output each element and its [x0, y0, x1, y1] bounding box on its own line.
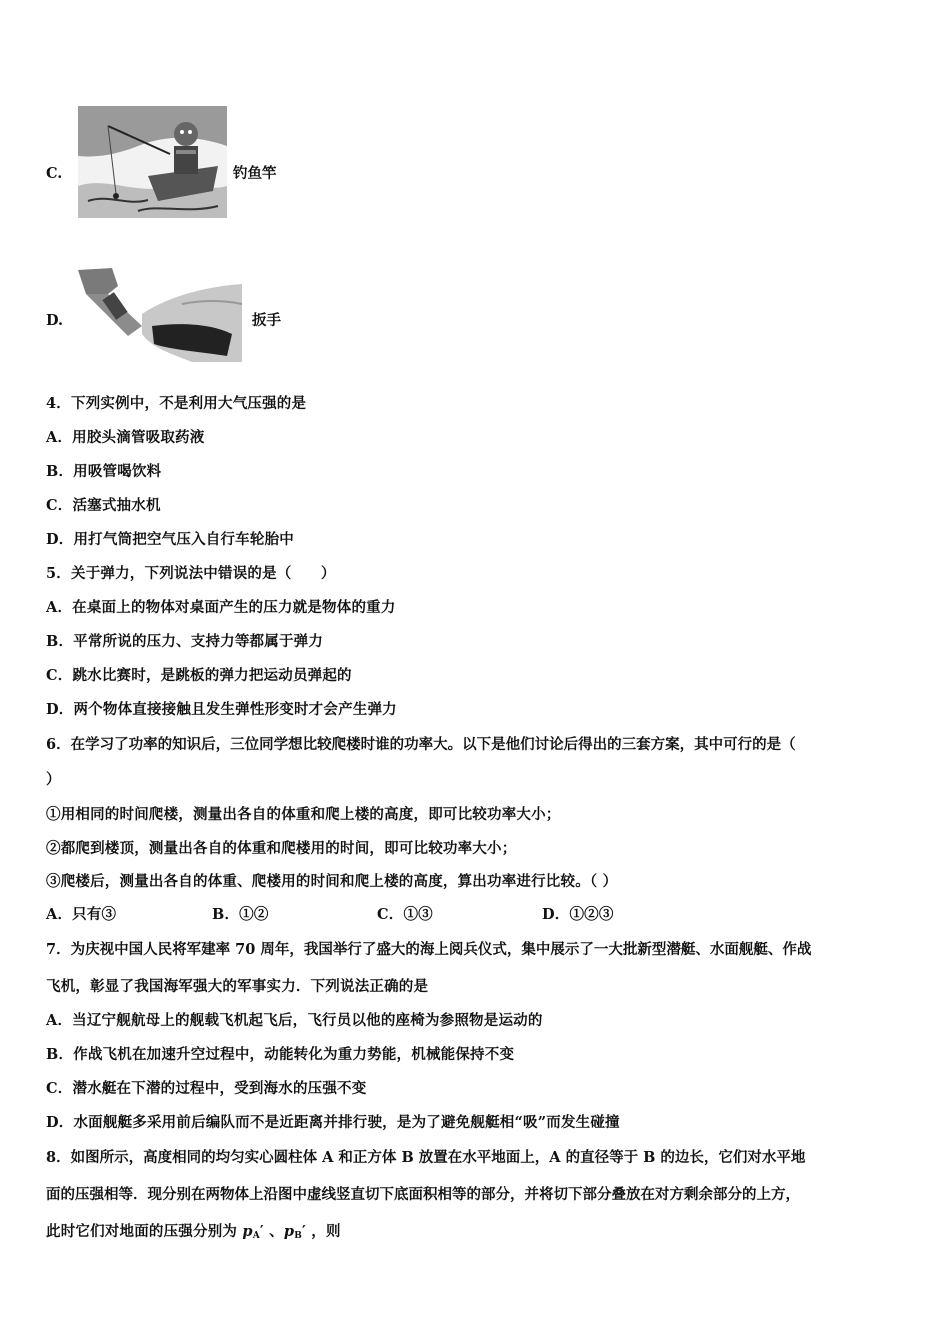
q6-option-b: B．①②: [212, 906, 269, 923]
q4-option-c: C．活塞式抽水机: [46, 497, 161, 514]
pa-subscript: A: [252, 1231, 260, 1241]
pb-prime: ′: [302, 1223, 307, 1240]
q7-option-c: C．潜水艇在下潜的过程中，受到海水的压强不变: [46, 1080, 367, 1097]
fishing-boy-illustration-icon: [78, 106, 227, 218]
q5-option-a: A．在桌面上的物体对桌面产生的压力就是物体的重力: [46, 599, 396, 616]
q8-line-3-suffix: ，则: [306, 1223, 341, 1240]
q4-option-a: A．用胶头滴管吸取药液: [46, 429, 205, 446]
q6-option-c: C．①③: [377, 906, 433, 923]
wrench-image: [72, 264, 242, 362]
q8-line-3: [46, 1222, 341, 1246]
q8-line-3-prefix: 此时它们对地面的压强分别为: [46, 1223, 243, 1240]
pb-symbol: p: [283, 1223, 295, 1240]
q6-option-a: A．只有③: [46, 906, 117, 923]
wrench-in-hand-photo-icon: [72, 264, 242, 362]
q5-option-c: C．跳水比赛时，是跳板的弹力把运动员弹起的: [46, 667, 352, 684]
q6-stem-line1: 6．在学习了功率的知识后，三位同学想比较爬楼时谁的功率大。以下是他们讨论后得出的三套方案，其中可行的是（: [46, 736, 796, 753]
q4-option-d: D．用打气筒把空气压入自行车轮胎中: [46, 531, 294, 548]
q6-plan-1: ①用相同的时间爬楼，测量出各自的体重和爬上楼的高度，即可比较功率大小；: [46, 806, 561, 823]
q7-stem-line2: 飞机，彰显了我国海军强大的军事实力．下列说法正确的是: [46, 978, 429, 995]
q7-option-a: A．当辽宁舰航母上的舰载飞机起飞后，飞行员以他的座椅为参照物是运动的: [46, 1012, 543, 1029]
q6-option-d: D．①②③: [542, 906, 614, 923]
pb-subscript: B: [294, 1231, 303, 1241]
q6-stem-line2: ）: [46, 771, 61, 788]
q8-line-2: 面的压强相等．现分别在两物体上沿图中虚线竖直切下底面积相等的部分，并将切下部分叠放在对方剩余部分的上方，: [46, 1186, 800, 1203]
fishing-rod-image: [78, 106, 227, 218]
option-d-label: D.: [46, 312, 64, 329]
q4-option-b: B．用吸管喝饮料: [46, 463, 162, 480]
q5-option-d: D．两个物体直接接触且发生弹性形变时才会产生弹力: [46, 701, 397, 718]
q8-separator: 、: [263, 1223, 284, 1240]
q7-stem-line1: 7．为庆视中国人民将军建率 70 周年，我国举行了盛大的海上阅兵仪式，集中展示了一大批新型潜艇、水面舰艇、作战: [46, 941, 812, 958]
q6-plan-2: ②都爬到楼顶，测量出各自的体重和爬楼用的时间，即可比较功率大小；: [46, 840, 517, 857]
q8-line-1: 8．如图所示，高度相同的均匀实心圆柱体 A 和正方体 B 放置在水平地面上，A 的直径等于 B 的边长，它们对水平地: [46, 1149, 806, 1166]
pa-prime: ′: [259, 1223, 264, 1240]
q5-stem: 5．关于弹力，下列说法中错误的是（ ）: [46, 565, 336, 582]
q6-plan-3: ③爬楼后，测量出各自的体重、爬楼用的时间和爬上楼的高度，算出功率进行比较。（ ）: [46, 873, 618, 890]
q5-option-b: B．平常所说的压力、支持力等都属于弹力: [46, 633, 324, 650]
pa-symbol: p: [242, 1223, 253, 1240]
q7-option-d: D．水面舰艇多采用前后编队而不是近距离并排行驶，是为了避免舰艇相“吸”而发生碰撞: [46, 1114, 620, 1131]
q4-stem: 4．下列实例中，不是利用大气压强的是: [46, 395, 307, 412]
option-c-caption: 钓鱼竿: [233, 165, 277, 182]
option-d-caption: 扳手: [252, 312, 281, 329]
option-c-label: C.: [46, 165, 63, 182]
q7-option-b: B．作战飞机在加速升空过程中，动能转化为重力势能，机械能保持不变: [46, 1046, 515, 1063]
